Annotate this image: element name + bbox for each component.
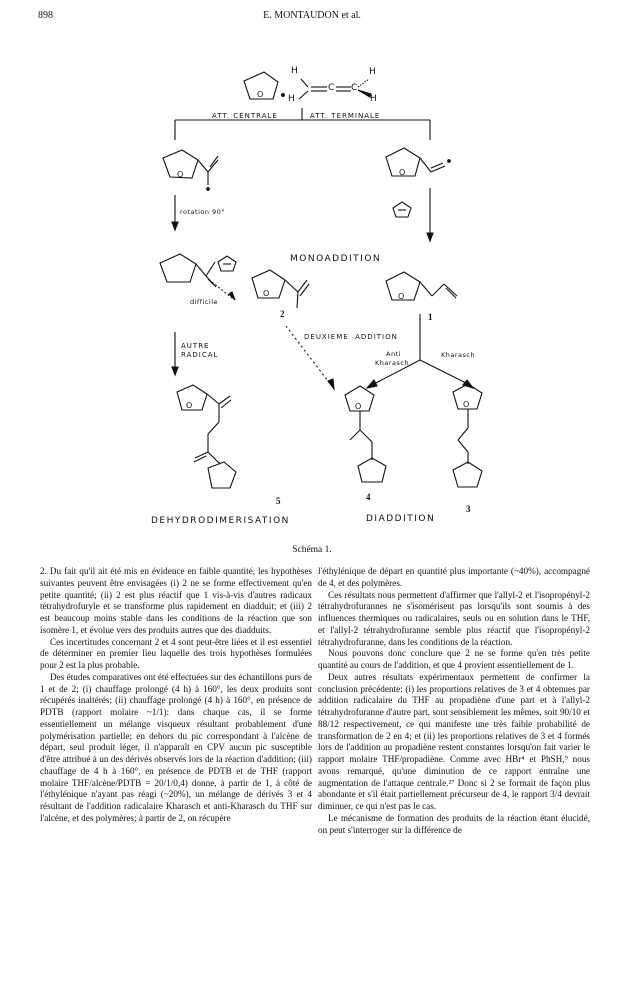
paragraph: Ces résultats nous permettent d'affirmer que l'allyl-2 et l'isopropényl-2 tétrahydrofurannes ne s'isomérisent pas lorsqu'ils sont soumis à des influences thermiques ou radicalaires, seuls ou en solution dans le THF, et l'allyl-2 tétrahydrofuranne semble plus réactif que l'isopropényl-2 tétrahydrofuranne, dans les conditions de la réaction. bbox=[318, 589, 590, 647]
scheme-caption: Schéma 1. bbox=[292, 545, 332, 555]
compound-4-number: 4 bbox=[366, 492, 371, 502]
running-head: E. MONTAUDON et al. bbox=[263, 10, 361, 21]
label-dehydrodimerisation: DEHYDRODIMERISATION bbox=[151, 516, 290, 526]
label-difficile: difficile bbox=[190, 298, 218, 306]
label-autre: AUTRE bbox=[181, 342, 210, 350]
left-column bbox=[40, 566, 312, 825]
page-number: 898 bbox=[38, 10, 53, 21]
ring-oxygen-right-radical: O bbox=[399, 168, 407, 177]
allene-c-right: C bbox=[351, 83, 359, 93]
allene-h-top-right: H bbox=[369, 67, 377, 77]
compound-5-number: 5 bbox=[276, 496, 281, 506]
label-deuxieme-addition: DEUXIEME ADDITION bbox=[304, 333, 398, 341]
allene-h-bottom-right: H bbox=[370, 94, 378, 104]
paragraph: Le mécanisme de formation des produits de la réaction étant élucidé, on peut s'interroger sur la différence de bbox=[318, 812, 590, 835]
label-rotation: rotation 90° bbox=[180, 208, 226, 216]
ring-oxygen-top: O bbox=[257, 90, 265, 99]
label-kharasch: Kharasch bbox=[441, 351, 476, 359]
label-monoaddition: MONOADDITION bbox=[290, 254, 382, 264]
ring-oxygen-compound-2: O bbox=[263, 289, 271, 298]
label-radical: RADICAL bbox=[181, 351, 219, 359]
ring-oxygen-compound-5: O bbox=[186, 401, 194, 410]
compound-3-number: 3 bbox=[466, 504, 471, 514]
paragraph: Ces incertitudes concernant 2 et 4 sont peut-être liées et il est essentiel de déterminer en premier lieu laquelle des trois hypothèses formulées pour 2 est la plus probable. bbox=[40, 636, 312, 670]
allene-h-top-left: H bbox=[291, 66, 299, 76]
compound-2-number: 2 bbox=[280, 309, 285, 319]
label-kharasch-anti: Kharasch bbox=[375, 359, 410, 367]
right-column bbox=[318, 566, 590, 836]
ring-oxygen-left-radical: O bbox=[177, 170, 185, 179]
label-anti: Anti bbox=[386, 350, 401, 358]
compound-1-number: 1 bbox=[428, 312, 433, 322]
label-attack-central: ATT. CENTRALE bbox=[212, 112, 278, 120]
paragraph: 2. Du fait qu'il ait été mis en évidence en faible quantité, les hypothèses suivantes peuvent être envisagées (i) 2 ne se forme effectivement qu'en petite quantité; (ii) 2 est plus réactif que 1 vis-à-vis d'autres radicaux tétrahydrofuryle et se transforme plus rapidement en diadduit; et (iii) 2 est beaucoup moins stable dans les conditions de la réaction que son isomère 1, et évolue vers des produits autres que des diadduits. bbox=[40, 566, 312, 635]
paragraph: Des études comparatives ont été effectuées sur des échantillons purs de 1 et de 2; (i) chauffage prolongé (4 h) à 160°, les deux produits sont récupérés inaltérés; (ii) chauffage prolongé (4 h) à 160°, en présence de PDTB (rapport molaire ~1/1): dans chaque cas, il se forme essentiellement un mélange visqueux résultant probablement d'une polymérisation partielle; en dehors du pic correspondant à l'alcène de départ, seul produit léger, il n'apparaît en CPV aucun pic susceptible d'être attribué à un des dérivés observés lors de la réaction d'addition; (iii) chauffage de 4 h à 160°, en présence de PDTB et de THF (rapport molaire THF/alcène/PDTB = 20/1/0,4) donne, à partir de 1, à côté de l'éthylénique n'ayant pas réagi (~20%), un mélange de dérivés 3 et 4 résultant de l'addition radicalaire Kharasch et anti-Kharasch du THF sur l'alcène, et des polymères; à partir de 2, on récupère bbox=[40, 671, 312, 823]
label-diaddition: DIADDITION bbox=[366, 514, 436, 524]
paragraph: l'éthylénique de départ en quantité plus importante (~40%), accompagné de 4, et des polymères. bbox=[318, 566, 590, 588]
ring-oxygen-compound-3: O bbox=[463, 400, 471, 409]
label-attack-terminal: ATT. TERMINALE bbox=[310, 112, 381, 120]
paragraph: Nous pouvons donc conclure que 2 ne se forme qu'en très petite quantité au cours de l'addition, et que 4 provient essentiellement de 1. bbox=[318, 648, 590, 670]
allene-h-bottom-left: H bbox=[288, 94, 296, 104]
paragraph: Deux autres résultats expérimentaux permettent de confirmer la conclusion précédente: (i) les proportions relatives de 3 et 4 obtenues par addition radicalaire du THF au propadiène d'une part et à l'allyl-2 tétrahydrofuranne d'autre part, sont sensiblement les mêmes, soit 90/10 et 88/12 respectivement, ce qui manifeste une très faible probabilité de transformation de 2 en 4; et (ii) les proportions relatives de 3 et 4 formés lors de l'addition au propadiène restent constantes lorsqu'on fait varier le rapport molaire THF/propadiène. Comme avec HBr⁴ et PhSH,⁹ nous avons remarqué, qu'une diminution de ce rapport entraîne une augmentation de l'attaque centrale.²⁷ Donc si 2 se formait de façon plus abondante et s'il était partiellement précurseur de 4, le rapport 3/4 devrait diminuer, ce qui n'est pas le cas. bbox=[318, 671, 590, 811]
ring-oxygen-compound-1: O bbox=[398, 292, 406, 301]
allene-c-center: C bbox=[328, 83, 336, 93]
ring-oxygen-compound-4: O bbox=[355, 402, 363, 411]
